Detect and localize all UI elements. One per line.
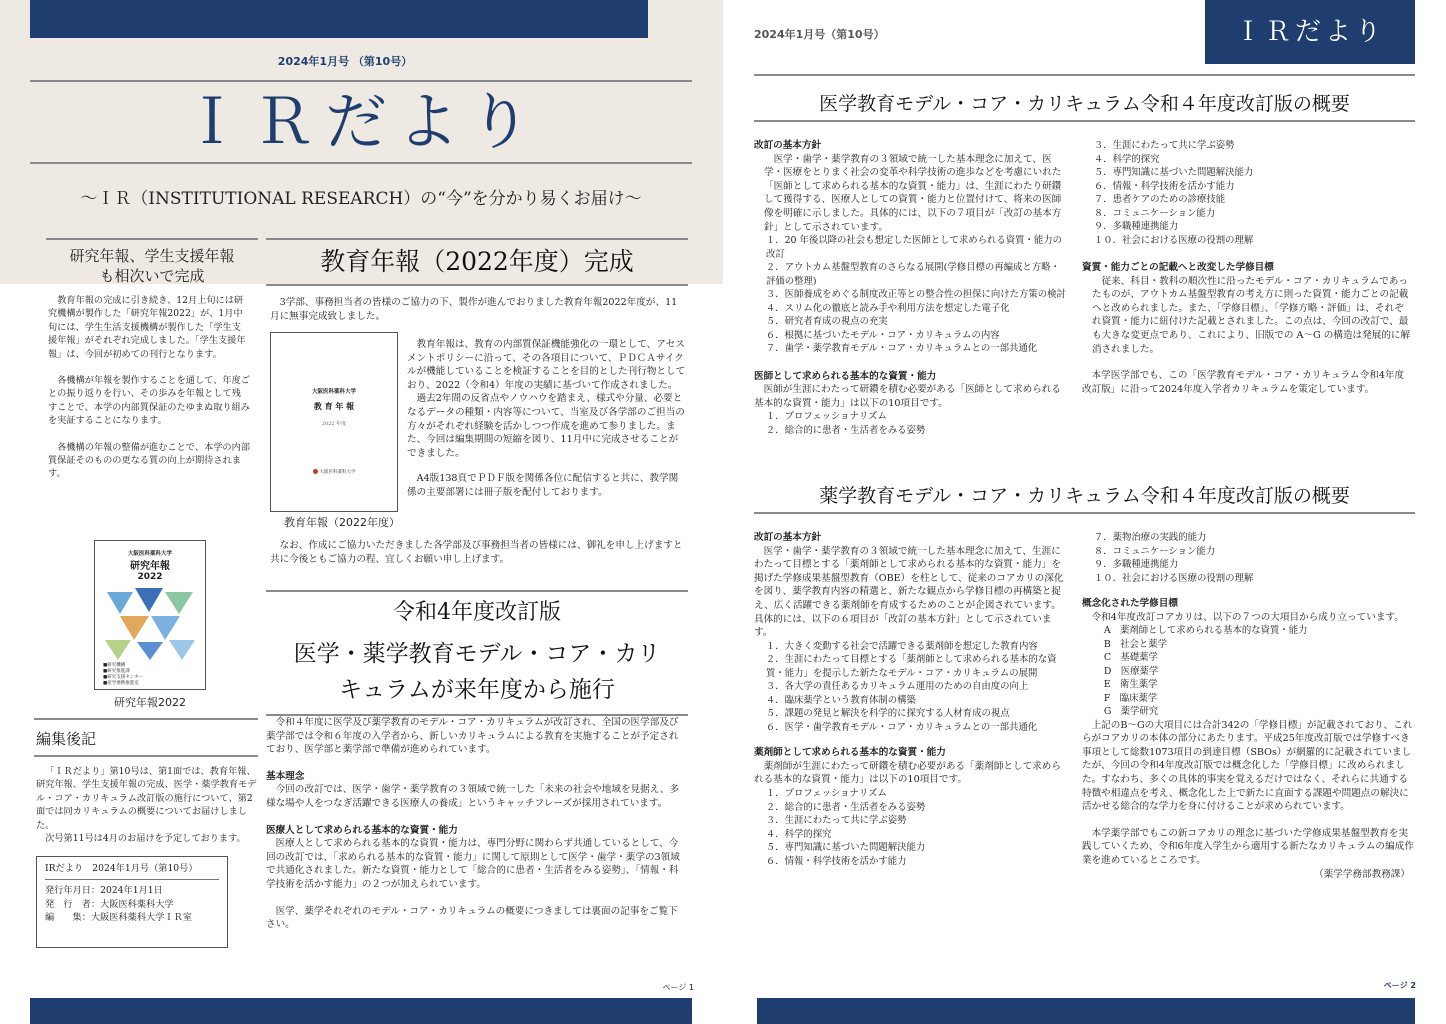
core-section-text: 今回の改訂では、医学・歯学・薬学教育の３領域で統一した「未来の社会や地域を見据え、多様な場や人をつなぎ活躍できる医療人の養成」というキャッチフレーズが採用されています。 [266, 784, 680, 809]
colophon-date: 発行年月日：2024年1月1日 [45, 885, 163, 897]
page1-title: ＩＲだより [180, 85, 541, 158]
pharm-s2-item: ３．生涯にわたって共に学ぶ姿勢 [765, 815, 907, 827]
pharm-signature: （薬学学務部教務課） [1314, 868, 1410, 880]
pharm-s3-item: D 医療薬学 [1103, 665, 1159, 677]
core-section-text: 医療人として求められる基本的な資質・能力は、専門分野に関わらず共通しているとして、今回の改訂では、「求められる基本的な資質・能力」に関して原則として医学・歯学・薬学の3領域で共通化されました。新たな資質・能力として「総合的に患者・生活者をみる姿勢」、「情報・科学技術を活かす能力」の２つが加えられています。 [266, 838, 680, 890]
editor-note-next: 次号第11号は4月のお届けを予定しております。 [45, 833, 246, 845]
med-s3-text: 従来、科目・教科の順次性に沿ったモデル・コア・カリキュラムであったものが、アウトカム基盤型教育の考え方に則った資質・能力ごとの記載へと改められました。また、「学修目標」、「学修方略・評価」は、それぞれ資質・能力に紐付けた記載とされました。この点は、今回の改訂で、最も大きな変更点であり、これにより、旧版での A〜G の構造は発展的に解消されました。 [1092, 275, 1411, 355]
pharm-column-left [754, 531, 1066, 868]
page1-rule [30, 80, 692, 82]
education-cover-title: 教 育 年 報 [313, 402, 355, 411]
core-intro: 令和４年度に医学及び薬学教育のモデル・コア・カリキュラムが改訂され、全国の医学部及び薬学部では令和６年度の入学者から、新しいカリキュラムによる教育を実施することが予定されており、医学部と薬学部で準備が進められています。 [266, 717, 679, 756]
med-s2-item: ５．専門知識に基づいた問題解決能力 [1093, 167, 1254, 178]
core-heading-line3: キュラムが来年度から施行 [339, 677, 615, 703]
education-cover-org: 大阪医科薬科大学 [311, 389, 356, 395]
pharm-s2-item: ２．総合的に患者・生活者をみる姿勢 [765, 801, 926, 813]
research-cover-org: 大阪医科薬科大学 [127, 551, 172, 557]
page2-issue: 2024年1月号（第10号） [754, 28, 885, 41]
left-heading-line2: も相次いで完成 [99, 267, 205, 285]
colophon-box [36, 856, 228, 948]
core-heading-line2: 医学・薬学教育モデル・コア・カリ [293, 641, 661, 667]
pharm-s2-text: 薬剤師が生涯にわたって研鑽を積む必要がある「薬剤師として求められる基本的な資質・能力」は以下の10項目です。 [754, 760, 1061, 786]
med-s1-item: ６．根拠に基づいたモデル・コア・カリキュラムの内容 [765, 329, 1000, 341]
core-section-title: 基本理念 [266, 770, 305, 782]
main-paragraph: A4版138頁でＰＤＦ版を関係各位に配信すると共に、教学関係の主要部署には冊子版を配付しております。 [407, 473, 679, 498]
pharm-s2-list-b [1082, 531, 1414, 585]
pharm-s2-title: 薬剤師として求められる基本的な資質・能力 [754, 747, 946, 759]
core-heading-line1: 令和4年度改訂版 [393, 600, 561, 625]
med-s2-item: ２．総合的に患者・生活者をみる姿勢 [765, 424, 926, 436]
research-cover-title: 研究年報 [130, 561, 170, 572]
med-s2-item: ８．コミュニケーション能力 [1093, 207, 1216, 219]
pharm-s1-item: ４．臨床薬学という教育体制の構築 [765, 694, 916, 706]
research-cover-artwork [103, 584, 197, 660]
med-s2-item: ７．患者ケアのための診療技能 [1093, 194, 1226, 205]
core-article-body [266, 716, 686, 932]
pharm-column-right [1082, 531, 1414, 881]
main-article-heading: 教育年報（2022年度）完成 [266, 238, 688, 286]
page2-badge [1205, 0, 1415, 64]
med-heading: 医学教育モデル・コア・カリキュラム令和４年度改訂版の概要 [754, 88, 1415, 122]
pharm-s2-list-a [754, 787, 1066, 868]
med-s2-item: ６．情報・科学技術を活かす能力 [1093, 180, 1235, 192]
left-article-heading [46, 238, 258, 286]
page1-number: ページ 1 [662, 983, 694, 992]
pharm-s1-item: ６．医学・歯学教育モデル・コア・カリキュラムとの一部共通化 [765, 721, 1038, 733]
pharm-s3-item: G 薬学研究 [1103, 706, 1159, 718]
education-annual-caption: 教育年報（2022年度） [284, 516, 400, 529]
med-s2-item: ４．科学的探究 [1093, 153, 1160, 165]
left-heading-line1: 研究年報、学生支援年報 [69, 247, 235, 265]
education-cover-footer [277, 469, 391, 475]
pharm-s1-item: ５．課題の発見と解決を科学的に探究する人材育成の視点 [765, 708, 1010, 720]
left-paragraph: 各機構が年報を製作することを通して、年度ごとの振り返りを行い、その歩みを年報として残すことで、本学の内部質保証のたゆまぬ取り組みを実証することになります。 [48, 375, 250, 427]
research-cover-year: 2022 [137, 572, 163, 582]
pharm-s3-item: F 臨床薬学 [1103, 692, 1158, 704]
core-closing: 医学、薬学それぞれのモデル・コア・カリキュラムの概要につきましては裏面の記事をご覧下さい。 [266, 905, 678, 931]
education-cover-footer-text: 大阪医科薬科大学 [319, 470, 356, 475]
pharm-s1-title: 改訂の基本方針 [754, 532, 822, 543]
pharm-s3-item: E 衛生薬学 [1103, 679, 1158, 691]
med-s1-item: ７．歯学・薬学教育モデル・コア・カリキュラムとの一部共通化 [765, 343, 1038, 355]
med-s1-item: １．20 年後以降の社会も想定した医師として求められる資質・能力の改訂 [765, 235, 1062, 260]
page1-issue: 2024年1月号 （第10号） [277, 55, 413, 68]
med-s1-item: ５．研究者育成の視点の充実 [765, 316, 888, 328]
med-s2-item: １０．社会における医療の役割の理解 [1093, 234, 1254, 246]
med-s3-closing: 本学医学部でも、この「医学教育モデル・コア・カリキュラム令和4年度改訂版」に沿って2024年度入学者カリキュラムを策定しています。 [1082, 370, 1405, 395]
med-column-right [1082, 139, 1412, 396]
pharm-s2-item: ５．専門知識に基づいた問題解決能力 [765, 842, 926, 854]
pharm-heading: 薬学教育モデル・コア・カリキュラム令和４年度改訂版の概要 [754, 480, 1415, 514]
med-s1-title: 改訂の基本方針 [754, 140, 822, 151]
left-article-body [48, 294, 250, 481]
editor-note-heading: 編集後記 [34, 718, 258, 757]
main-closing-text: なお、作成にご協力いただきました各学部及び事務担当者の皆様には、御礼を申し上げますと共に今後ともご協力の程、宜しくお願い申し上げます。 [270, 540, 683, 565]
colophon-publisher: 発 行 者：大阪医科薬科大学 [45, 898, 174, 910]
research-cover-lines [103, 663, 197, 687]
pharm-s3-text: 令和4年度改訂コアカリは、以下の７つの大項目から成り立っています。 [1091, 611, 1404, 623]
pharm-s2-item: ６．情報・科学技術を活かす能力 [765, 855, 907, 867]
med-s2-item: １．プロフェッショナリズム [765, 411, 887, 423]
main-paragraph: 過去2年間の反省点やノウハウを踏まえ、様式や分量、必要となるデータの種類・内容等について、当室及び各学部のご担当の方々がそれぞれ経験を活かしつつ作成を進めて参りました。また、今回は編集期間の短縮を図り、11月中に完成させることができました。 [407, 393, 685, 459]
med-s2-list-b [1082, 139, 1412, 247]
research-annual-caption: 研究年報2022 [114, 696, 186, 709]
med-s2-item: ９．多職種連携能力 [1093, 221, 1179, 232]
page1-bottom-bar [30, 998, 692, 1024]
editor-note-text: 「ＩＲだより」第10号は、第1面では、教育年報、研究年報、学生支援年報の完成、医学・薬学教育モデル・コア・カリキュラム改訂版の施行について、第2面では同カリキュラムの概要についてお届けしました。 [36, 766, 257, 831]
research-cover-line: ■研究推進課 [103, 669, 130, 674]
pharm-s2-item: ４．科学的探究 [765, 828, 832, 840]
page1-top-bar [30, 0, 648, 38]
med-s2-list-a [754, 410, 1068, 437]
pharm-s1-text: 医学・歯学・薬学教育の３領域で統一した基本理念に加えて、生涯にわたって目標とする「薬剤師として求められる基本的な資質・能力」を掲げた学修成果基盤型教育（OBE）を柱として、従来のコアカリの深化を図り、薬学教育内容の精選と、新たな観点から学修目標の再構築と捉え、広く活躍できる薬剤師を育成するためのことが企図されています。具体的には、以下の６項目が「改訂の基本方針」として示されています。 [754, 545, 1064, 639]
research-annual-cover [94, 540, 206, 690]
med-s2-item: ３．生涯にわたって共に学ぶ姿勢 [1093, 140, 1235, 151]
pharm-s1-item: ２．生涯にわたって目標とする「薬剤師として求められる基本的な資質・能力」を提示した新たなモデル・コア・カリキュラムの展開 [765, 654, 1057, 679]
pharm-s2-item: １．プロフェッショナリズム [765, 788, 887, 800]
university-logo-icon [313, 469, 318, 474]
med-column-left [754, 139, 1068, 437]
page2-rule [754, 74, 1415, 76]
page2-badge-text: ＩＲだより [1234, 17, 1385, 47]
left-paragraph: 各機構の年報の整備が進むことで、本学の内部質保証そのものの更なる質の向上が期待されます。 [48, 441, 250, 480]
pharm-s3-item: A 薬剤師として求められる基本的な資質・能力 [1103, 625, 1308, 637]
research-cover-line: ■研究機構 [103, 663, 126, 668]
page2-number: ページ 2 [1383, 981, 1416, 990]
pharm-s3-closing: 本学薬学部でもこの新コアカリの理念に基づいた学修成果基盤型教育を実践していくため、令和6年度入学生から適用する新たなカリキュラムの編成作業を進めているところです。 [1082, 827, 1414, 867]
med-s2-title: 医師として求められる基本的な資質・能力 [754, 370, 937, 382]
pharm-s1-list [754, 640, 1066, 735]
colophon-divider [45, 879, 219, 880]
pharm-s3-list [1082, 624, 1414, 719]
med-s1-item: ３．医師養成をめぐる制度改正等との整合性の担保に向けた方策の検討 [765, 289, 1066, 301]
main-paragraph: 教育年報は、教育の内部質保証機能強化の一環として、アセスメントポリシーに沿って、その各項目について、ＰＤＣＡサイクルが機能していることを検証することを目的とした刊行物としており、2022（令和4）年度の実績に基づいて作成されました。 [407, 339, 686, 391]
med-s1-item: ４．スリム化の徹底と読み手や利用方法を想定した電子化 [765, 302, 1010, 314]
research-cover-line: ■研究支援センター [103, 675, 144, 680]
editor-note-body [36, 765, 258, 845]
left-paragraph: 教育年報の完成に引き続き、12月上旬には研究機構が製作した「研究年報2022」が、1月中旬には、学生生活支援機構が製作した「学生支援年報」がそれぞれ完成しました。「学生支援年報」は、今回が初めての刊行となります。 [48, 295, 246, 360]
pharm-s2-item: １０．社会における医療の役割の理解 [1093, 572, 1254, 584]
core-section-title: 医療人として求められる基本的な資質・能力 [266, 824, 458, 836]
education-cover-year: 2022 年度 [321, 421, 347, 427]
education-annual-cover [270, 332, 398, 512]
med-s1-text: 医学・歯学・薬学教育の３領域で統一した基本理念に加えて、医学・医療をとりまく社会の変革や科学技術の進歩などを考慮にいれた「医師として求められる基本的な資質・能力」は、生涯にわたり研鑽して獲得する、医療人としての資質・能力と位置付けて、将来の医師像を明確に示しました。具体的には、以下の７項目が「改訂の基本方針」として示されています。 [764, 153, 1062, 233]
core-article-heading [266, 590, 688, 716]
pharm-s2-item: ８．コミュニケーション能力 [1093, 545, 1216, 557]
page2-bottom-bar [757, 998, 1415, 1024]
med-s1-item: ２．アウトカム基盤型教育のさらなる展開(学修目標の再編成と方略・評価の整理) [765, 262, 1060, 287]
pharm-s3-title: 概念化された学修目標 [1082, 598, 1178, 609]
pharm-s3-item: C 基礎薬学 [1103, 652, 1158, 664]
med-s2-text: 医師が生涯にわたって研鑽を積む必要がある「医師として求められる基本的な資質・能力」は以下の10項目です。 [754, 384, 1061, 409]
pharm-s1-item: １．大きく変動する社会で活躍できる薬剤師を想定した教育内容 [765, 640, 1038, 652]
pharm-s2-item: ９．多職種連携能力 [1093, 559, 1179, 570]
colophon-editor: 編 集：大阪医科薬科大学ＩＲ室 [45, 912, 192, 924]
pharm-s2-item: ７．薬物治療の実践的能力 [1093, 532, 1207, 543]
main-article-body [407, 338, 686, 500]
main-article-closing [270, 539, 685, 566]
pharm-s3-text2: 上記のB〜Gの大項目には合計342の「学修目標」が記載されており、これらがコアカリの本体の部分にあたります。平成25年度改訂版では学修すべき事項として総数1073項目の到達目標（SBOs）が網羅的に記載されていましたが、今回の令和4年度改訂版では概念化した「学修目標」に改められました。すなわち、多くの具体的事実を覚えるだけではなく、それらに共通する特徴や相違点を考え、概念化した上で新たに直面する課題や問題点の解決に活かせる総合的な学力を身に付けることが求められています。 [1082, 719, 1413, 813]
med-s3-title: 資質・能力ごとの記載へと改変した学修目標 [1082, 262, 1274, 273]
research-cover-line: ■産学連携推進室 [103, 681, 139, 686]
med-s1-list [754, 234, 1068, 356]
pharm-s3-item: B 社会と薬学 [1103, 638, 1167, 650]
main-article-intro [270, 296, 685, 323]
pharm-s1-item: ３．各大学の責任あるカリキュラム運用のための自由度の向上 [765, 681, 1029, 693]
page1-rule [30, 162, 692, 164]
main-intro-text: 3学部、事務担当者の皆様のご協力の下、製作が進んでおりました教育年報2022年度が、11月に無事完成致しました。 [270, 297, 678, 322]
colophon-title: IRだより 2024年1月号（第10号） [45, 863, 198, 874]
page1-subtitle: 〜ＩＲ（INSTITUTIONAL RESEARCH）の“今”を分かり易くお届け〜 [80, 189, 642, 209]
